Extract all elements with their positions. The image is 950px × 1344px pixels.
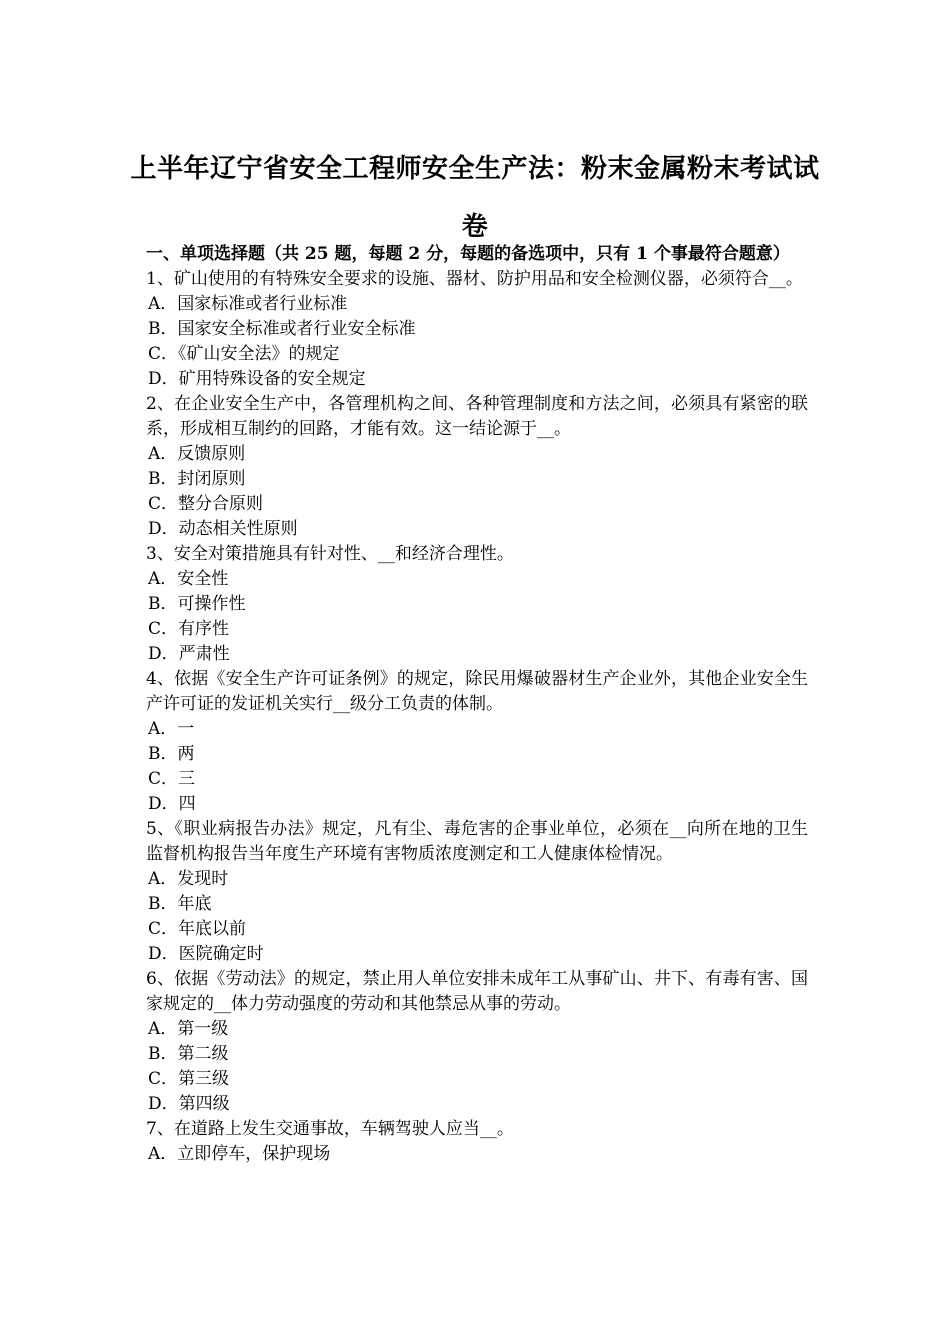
question-text: 7、在道路上发生交通事故，车辆驾驶人应当__。 (146, 1119, 514, 1139)
answer-option: A．第一级 (148, 1019, 229, 1039)
answer-option: C．三 (148, 769, 196, 789)
question-block (146, 392, 808, 542)
question-block (146, 542, 808, 667)
answer-option: B．两 (148, 744, 195, 764)
question-text: 6、依据《劳动法》的规定，禁止用人单位安排未成年工从事矿山、井下、有毒有害、国家规定的__体力劳动强度的劳动和其他禁忌从事的劳动。 (146, 969, 808, 1014)
question-block (146, 1117, 808, 1167)
answer-option: C．有序性 (148, 619, 230, 639)
answer-option: C．《矿山安全法》的规定 (148, 344, 340, 364)
question-text: 5、《职业病报告办法》规定，凡有尘、毒危害的企事业单位，必须在__向所在地的卫生监督机构报告当年度生产环境有害物质浓度测定和工人健康体检情况。 (146, 819, 808, 864)
answer-option: A．发现时 (148, 869, 229, 889)
answer-option: C．第三级 (148, 1069, 230, 1089)
question-text: 1、矿山使用的有特殊安全要求的设施、器材、防护用品和安全检测仪器，必须符合__。 (146, 269, 803, 289)
answer-option: D．医院确定时 (148, 944, 264, 964)
answer-option: B．年底 (148, 894, 212, 914)
answer-option: A．国家标准或者行业标准 (148, 294, 348, 314)
answer-option: C．年底以前 (148, 919, 247, 939)
answer-option: B．封闭原则 (148, 469, 246, 489)
answer-option: B．第二级 (148, 1044, 229, 1064)
answer-option: A．一 (148, 719, 195, 739)
question-block (146, 267, 808, 392)
answer-option: B．国家安全标准或者行业安全标准 (148, 319, 416, 339)
document-body (146, 242, 808, 1167)
section-heading: 一、单项选择题（共 25 题，每题 2 分，每题的备选项中，只有 1 个事最符合题意） (146, 244, 790, 264)
answer-option: D．动态相关性原则 (148, 519, 298, 539)
answer-option: A．反馈原则 (148, 444, 246, 464)
answer-option: D．严肃性 (148, 644, 230, 664)
question-block (146, 667, 808, 817)
question-text: 3、安全对策措施具有针对性、__和经济合理性。 (146, 544, 514, 564)
answer-option: B．可操作性 (148, 594, 246, 614)
question-block (146, 967, 808, 1117)
answer-option: D．矿用特殊设备的安全规定 (148, 369, 366, 389)
answer-option: D．四 (148, 794, 196, 814)
document-title: 上半年辽宁省安全工程师安全生产法：粉末金属粉末考试试卷 (130, 154, 820, 242)
answer-option: A．安全性 (148, 569, 229, 589)
answer-option: A．立即停车，保护现场 (148, 1144, 331, 1164)
question-text: 2、在企业安全生产中，各管理机构之间、各种管理制度和方法之间，必须具有紧密的联系，形成相互制约的回路，才能有效。这一结论源于__。 (146, 394, 808, 439)
answer-option: D．第四级 (148, 1094, 230, 1114)
question-text: 4、依据《安全生产许可证条例》的规定，除民用爆破器材生产企业外，其他企业安全生产许可证的发证机关实行__级分工负责的体制。 (146, 669, 808, 714)
question-block (146, 817, 808, 967)
answer-option: C．整分合原则 (148, 494, 264, 514)
